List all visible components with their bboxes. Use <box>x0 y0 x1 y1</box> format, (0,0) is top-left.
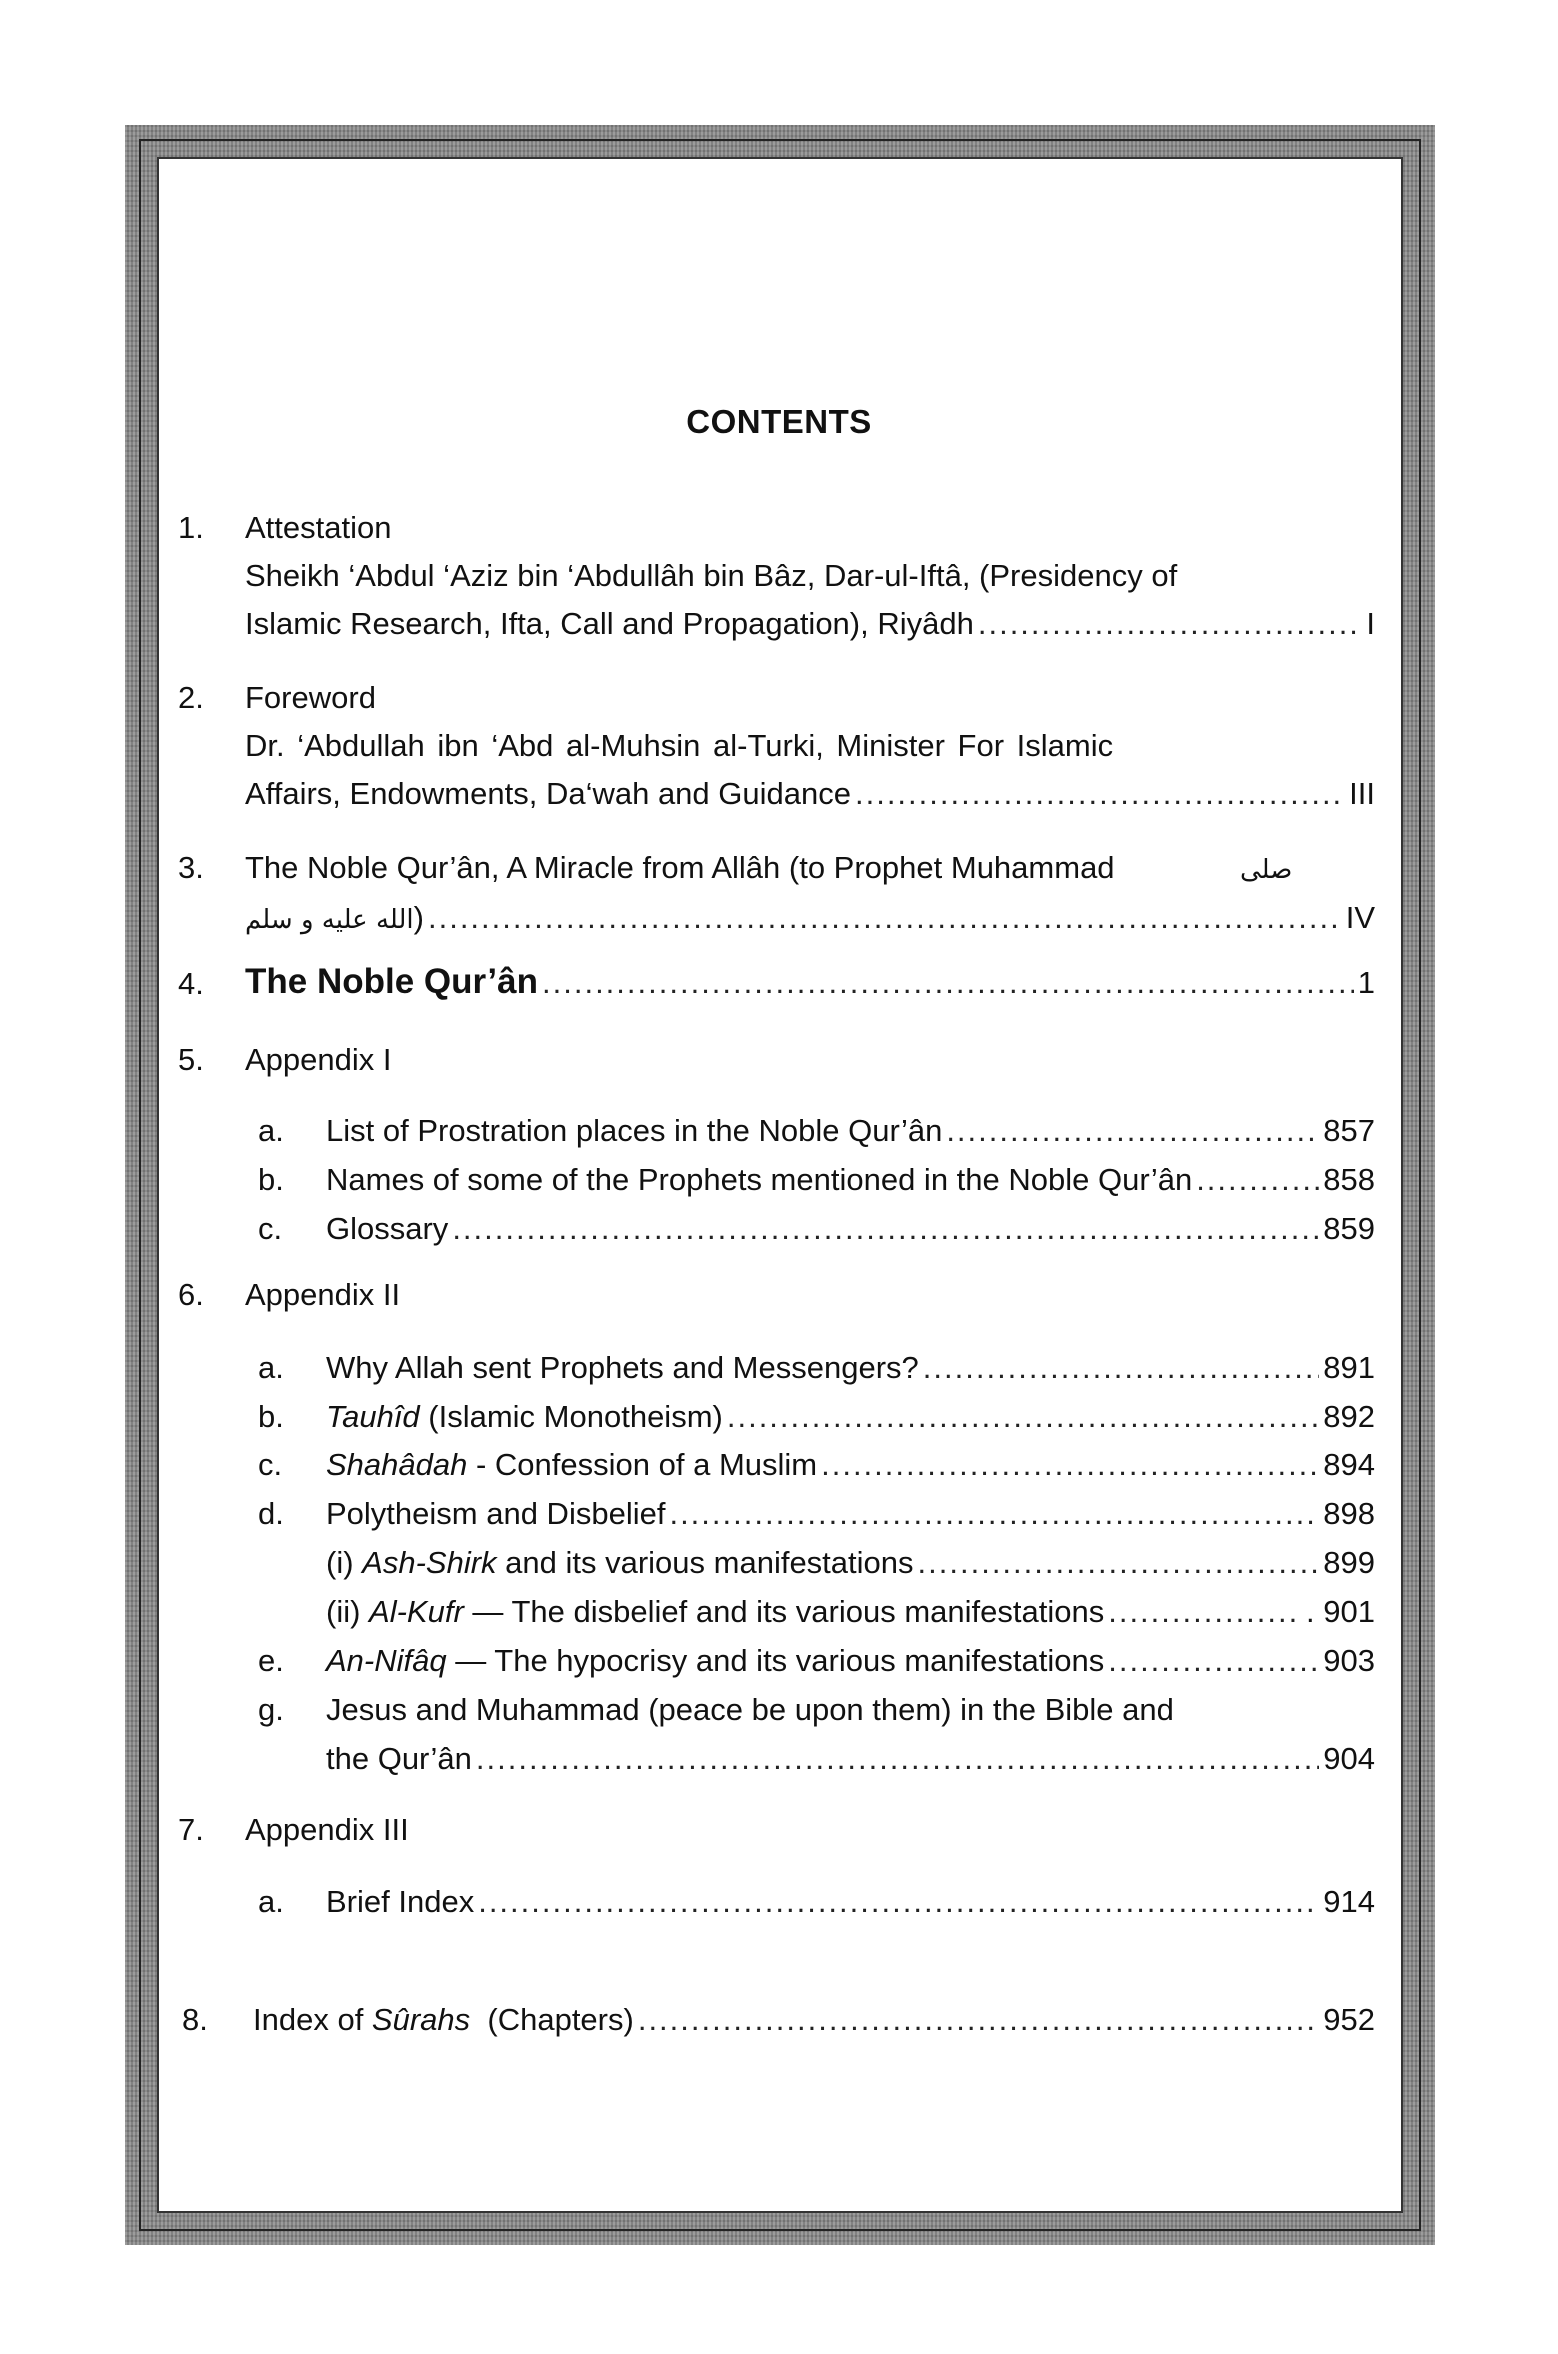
page-number: 891 <box>1323 1350 1375 1385</box>
page-number: III <box>1349 776 1375 811</box>
toc-entry <box>326 1113 1375 1149</box>
toc-entry <box>326 1211 1375 1247</box>
contents-title: CONTENTS <box>686 403 872 440</box>
page-number: 892 <box>1323 1399 1375 1434</box>
sub-letter: d. <box>258 1496 284 1531</box>
page-number: 894 <box>1323 1447 1375 1482</box>
entry-text: List of Prostration places in the Noble Qur’ân <box>326 1113 943 1148</box>
page-number: 859 <box>1323 1211 1375 1246</box>
toc-entry <box>245 964 1375 1001</box>
item-number: 2. <box>178 680 204 715</box>
page-number: 858 <box>1323 1162 1375 1197</box>
toc-entry <box>245 606 1375 642</box>
toc-entry <box>326 1162 1375 1198</box>
dot-leader <box>978 606 1363 642</box>
entry-text: (ii) Al-Kufr — The disbelief and its various manifestations <box>326 1594 1105 1629</box>
item-heading: Appendix I <box>245 1042 392 1077</box>
item-text-line: Dr. ‘Abdullah ibn ‘Abd al-Muhsin al-Turki, Minister For Islamic <box>245 728 1114 763</box>
page-number: IV <box>1345 900 1375 935</box>
dot-leader <box>542 965 1354 1001</box>
entry-text: An-Nifâq — The hypocrisy and its various manifestations <box>326 1643 1105 1678</box>
item-number: 4. <box>178 966 204 1001</box>
toc-entry <box>326 1545 1375 1581</box>
sub-letter: c. <box>258 1211 283 1246</box>
sub-letter: g. <box>258 1692 284 1727</box>
item-heading: Appendix III <box>245 1812 409 1847</box>
sub-letter: a. <box>258 1350 284 1385</box>
arabic-text: الله عليه و سلم <box>245 905 414 935</box>
page-number: 898 <box>1323 1496 1375 1531</box>
dot-leader <box>946 1113 1319 1149</box>
dot-leader <box>476 1741 1319 1777</box>
page-number: I <box>1366 606 1375 641</box>
dot-leader <box>669 1496 1319 1532</box>
entry-text: (i) Ash-Shirk and its various manifestations <box>326 1545 914 1580</box>
toc-entry <box>326 1594 1375 1630</box>
toc-entry <box>326 1643 1375 1679</box>
entry-text: Shahâdah - Confession of a Muslim <box>326 1447 818 1482</box>
entry-text: الله عليه و سلم) <box>245 900 424 935</box>
dot-leader <box>638 2002 1319 2038</box>
dot-leader <box>1108 1594 1302 1630</box>
item-heading: Foreword <box>245 680 376 715</box>
item-number: 3. <box>178 850 204 885</box>
dot-leader <box>923 1350 1319 1386</box>
entry-text: Polytheism and Disbelief <box>326 1496 666 1531</box>
entry-text: the Qur’ân <box>326 1741 472 1776</box>
item-number: 6. <box>178 1277 204 1312</box>
sub-letter: b. <box>258 1399 284 1434</box>
entry-text: Why Allah sent Prophets and Messengers? <box>326 1350 919 1385</box>
toc-entry <box>253 2002 1375 2038</box>
entry-text: Brief Index <box>326 1884 475 1919</box>
item-number: 8. <box>182 2002 208 2037</box>
toc-entry <box>326 1447 1375 1483</box>
toc-entry <box>326 1496 1375 1532</box>
page-number: 914 <box>1323 1884 1375 1919</box>
sub-letter: b. <box>258 1162 284 1197</box>
entry-text: Names of some of the Prophets mentioned in the Noble Qur’ân <box>326 1162 1193 1197</box>
dot-leader <box>855 776 1345 812</box>
sub-letter: e. <box>258 1643 284 1678</box>
toc-entry <box>245 900 1375 938</box>
page-number: 1 <box>1357 965 1375 1000</box>
dot-leader <box>1108 1643 1319 1679</box>
dot-leader <box>428 900 1342 936</box>
page-number: 857 <box>1323 1113 1375 1148</box>
sub-letter: a. <box>258 1884 284 1919</box>
entry-text: Tauhîd (Islamic Monotheism) <box>326 1399 723 1434</box>
dot-leader <box>452 1211 1319 1247</box>
item-number: 7. <box>178 1812 204 1847</box>
item-number: 5. <box>178 1042 204 1077</box>
toc-entry <box>326 1399 1375 1435</box>
sub-letter: a. <box>258 1113 284 1148</box>
item-text-line: Sheikh ‘Abdul ‘Aziz bin ‘Abdullâh bin Bâz, Dar-ul-Iftâ, (Presidency of <box>245 558 1178 593</box>
item-heading: Attestation <box>245 510 392 545</box>
arabic-text: صلى <box>1240 855 1293 885</box>
entry-text: Affairs, Endowments, Da‘wah and Guidance <box>245 776 851 811</box>
page-number: 904 <box>1323 1741 1375 1776</box>
entry-text: Islamic Research, Ifta, Call and Propagation), Riyâdh <box>245 606 974 641</box>
page-number: . 901 <box>1306 1594 1375 1629</box>
dot-leader <box>821 1447 1319 1483</box>
dot-leader <box>478 1884 1319 1920</box>
dot-leader <box>918 1545 1320 1581</box>
page-number: 903 <box>1323 1643 1375 1678</box>
item-number: 1. <box>178 510 204 545</box>
item-text-line: The Noble Qur’ân, A Miracle from Allâh (to Prophet Muhammad <box>245 850 1115 885</box>
item-text-line: Jesus and Muhammad (peace be upon them) in the Bible and <box>326 1692 1174 1727</box>
entry-text: The Noble Qur’ân <box>245 962 538 1001</box>
dot-leader <box>727 1399 1319 1435</box>
toc-entry <box>326 1741 1375 1777</box>
toc-entry <box>326 1350 1375 1386</box>
entry-text: Index of Sûrahs (Chapters) <box>253 2002 634 2037</box>
dot-leader <box>1196 1162 1319 1198</box>
page-number: 952 <box>1323 2002 1375 2037</box>
item-heading: Appendix II <box>245 1277 401 1312</box>
sub-letter: c. <box>258 1447 283 1482</box>
toc-entry <box>245 776 1375 812</box>
page-number: 899 <box>1323 1545 1375 1580</box>
entry-text: Glossary <box>326 1211 449 1246</box>
toc-entry <box>326 1884 1375 1920</box>
